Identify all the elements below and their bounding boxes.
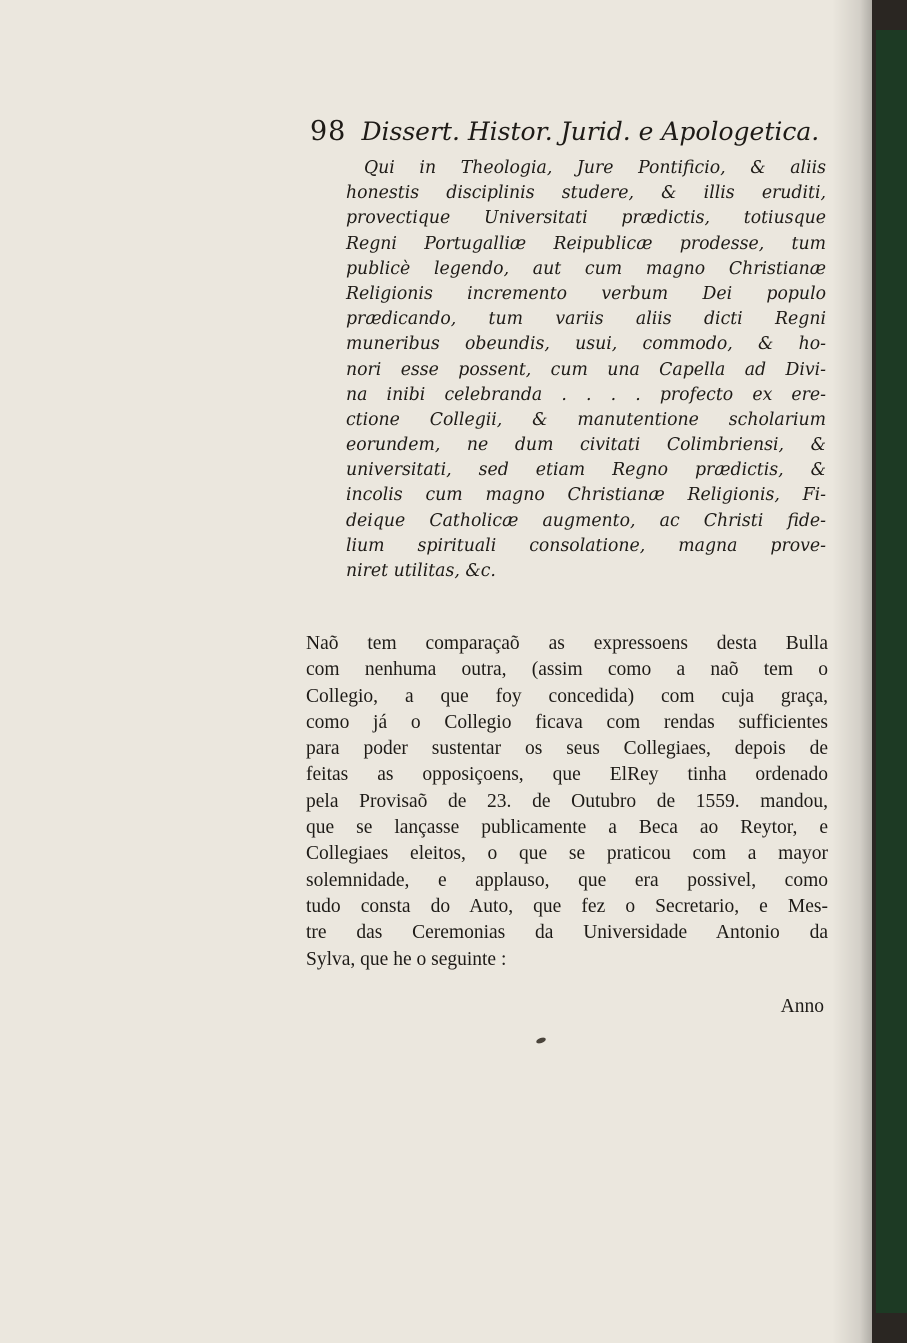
- latin-line: ctione Collegii, & manutentione scholarium: [346, 409, 826, 430]
- latin-line: nori esse possent, cum una Capella ad Divi-: [346, 359, 826, 380]
- paragraph-line: que se lançasse publicamente a Beca ao Reytor, e: [306, 817, 828, 839]
- latin-line: Religionis incremento verbum Dei populo: [346, 283, 826, 304]
- latin-line: deique Catholicæ augmento, ac Christi fide-: [346, 510, 826, 531]
- paragraph-line: como já o Collegio ficava com rendas sufficientes: [306, 711, 828, 733]
- latin-line: na inibi celebranda . . . . profecto ex ere-: [346, 384, 826, 405]
- paragraph-line: pela Provisaõ de 23. de Outubro de 1559. mandou,: [306, 790, 828, 812]
- latin-line: Qui in Theologia, Jure Pontificio, & aliis: [364, 158, 826, 178]
- page-number: 98: [310, 116, 347, 147]
- paragraph-line: solemnidade, e applauso, que era possivel, como: [306, 869, 828, 891]
- latin-line: publicè legendo, aut cum magno Christianæ: [346, 258, 826, 279]
- latin-line: Regni Portugalliæ Reipublicæ prodesse, tum: [346, 233, 826, 254]
- paragraph-line: com nenhuma outra, (assim como a naõ tem o: [306, 659, 828, 681]
- latin-line: niret utilitas, &c.: [346, 561, 496, 581]
- page-header: [310, 116, 830, 150]
- paragraph-line: Collegiaes eleitos, o que se praticou com a mayor: [306, 843, 828, 865]
- paragraph-line: para poder sustentar os seus Collegiaes, depois de: [306, 738, 828, 760]
- latin-line: eorundem, ne dum civitati Colimbriensi, &: [346, 435, 826, 456]
- latin-line: universitati, sed etiam Regno prædictis, &: [346, 460, 826, 481]
- latin-line: prædicando, tum variis aliis dicti Regni: [346, 309, 826, 330]
- running-title: Dissert. Histor. Jurid. e Apologetica.: [361, 117, 820, 146]
- paragraph-line: feitas as opposiçoens, que ElRey tinha ordenado: [306, 764, 828, 786]
- latin-quotation: [346, 156, 826, 584]
- latin-line: lium spirituali consolatione, magna prove-: [346, 535, 826, 556]
- ink-mark: [535, 1036, 546, 1044]
- paragraph-line: Sylva, que he o seguinte :: [306, 948, 507, 970]
- paragraph-line: Collegio, a que foy concedida) com cuja graça,: [306, 685, 828, 707]
- adjacent-page-edge: [876, 30, 907, 1313]
- gutter-shadow: [832, 0, 872, 1343]
- latin-line: honestis disciplinis studere, & illis eruditi,: [346, 183, 826, 204]
- latin-line: incolis cum magno Christianæ Religionis, Fi-: [346, 485, 826, 506]
- paragraph-line: tudo consta do Auto, que fez o Secretario, e Mes-: [306, 895, 828, 917]
- paragraph-line: tre das Ceremonias da Universidade Antonio da: [306, 922, 828, 944]
- portuguese-paragraph: [306, 631, 828, 973]
- paragraph-line: Naõ tem comparaçaõ as expressoens desta Bulla: [306, 633, 828, 654]
- catchword: Anno: [780, 996, 824, 1017]
- latin-line: provectique Universitati prædictis, totiusque: [346, 208, 826, 229]
- latin-line: muneribus obeundis, usui, commodo, & ho-: [346, 334, 826, 355]
